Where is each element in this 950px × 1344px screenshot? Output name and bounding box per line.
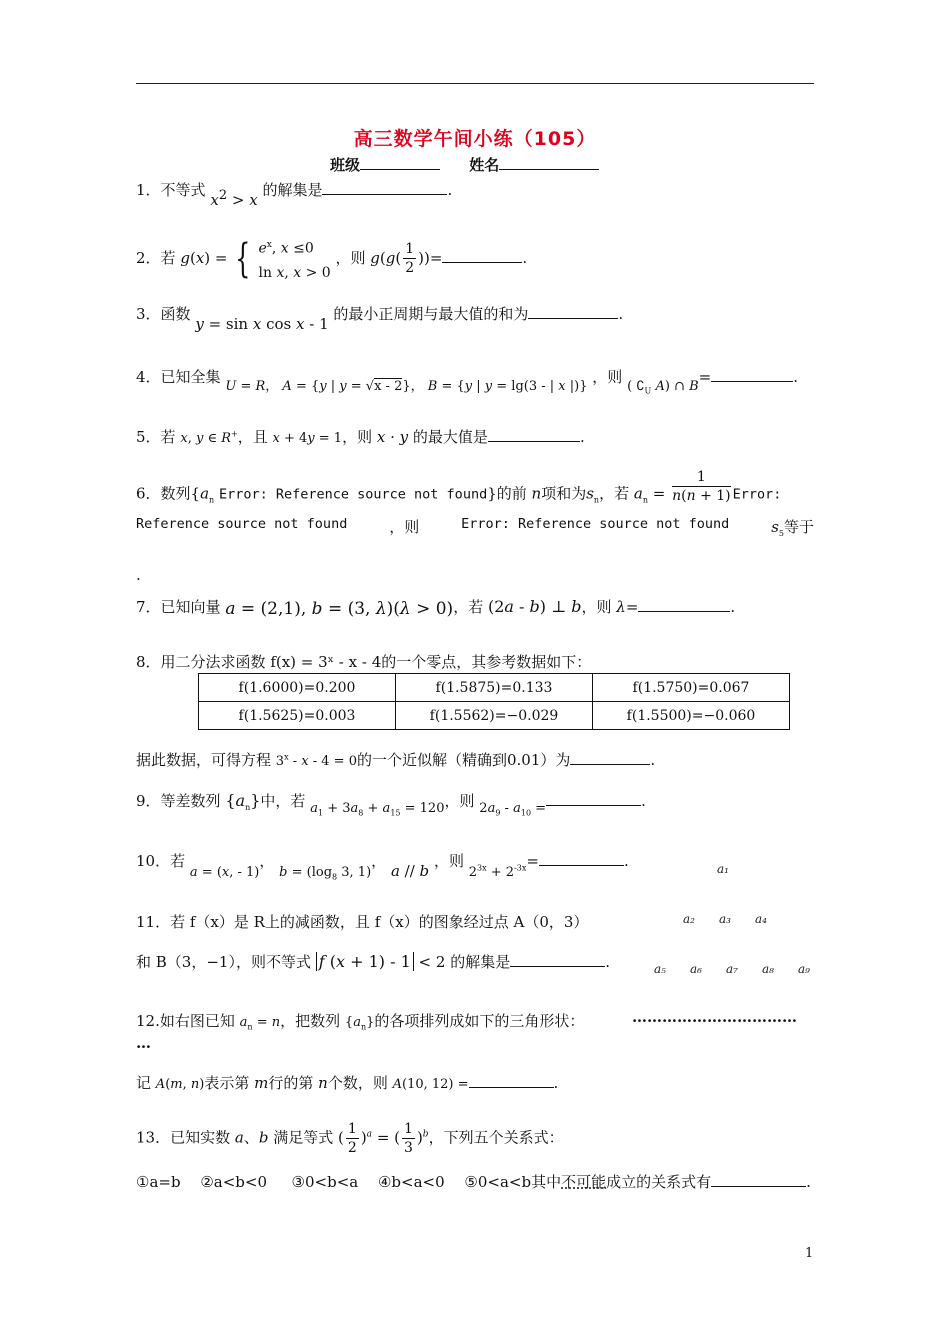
question-4: 4．已知全集 U = R， A = {y | y = √x - 2}， B = {y | y = lg(3 - | x |)} ，则 ( $∁_U$ A) ∩ B= .: [136, 368, 798, 396]
question-12-line3: 记 A(m, n)表示第 m行的第 n个数，则 A(10, 12) = .: [136, 1074, 559, 1092]
answer-blank-11[interactable]: [510, 951, 605, 967]
triangle-term: a₈: [762, 962, 774, 976]
answer-blank-7[interactable]: [638, 596, 730, 612]
question-6: 6．数列{$a_n$ Error: Reference source not found}的前 n项和为$s_n$，若 $a_n$ = $\frac{1}{n(n + 1)}$ Error:: [136, 469, 782, 505]
name-label: 姓名: [469, 156, 500, 174]
answer-blank-13[interactable]: [711, 1171, 806, 1187]
triangle-term: a₅: [654, 962, 666, 976]
triangle-term: a₉: [798, 962, 810, 976]
header-rule: [136, 83, 814, 84]
page-number: 1: [805, 1246, 814, 1261]
emphasis-text: 不可能: [561, 1173, 607, 1191]
reference-data-table: [198, 673, 790, 730]
page-title: 高三数学午间小练（105）: [353, 128, 597, 150]
table-row: [199, 674, 790, 702]
answer-blank-4[interactable]: [711, 366, 793, 382]
question-2: 2．若 g(x) = { $e^x$, x ≤0 ln x, x > 0 ，则 g(g( $\frac{1}{2}$ ))= .: [136, 235, 528, 282]
class-label: 班级: [330, 156, 361, 174]
question-7: 7．已知向量 a = (2,1), b = (3, λ)(λ > 0)，若 (2a - b) ⊥ b，则 λ= .: [136, 597, 736, 619]
question-8-after: 据此数据，可得方程 3$^x$ - x - 4 = 0的一个近似解（精确到0.01）为 .: [136, 751, 656, 769]
triangle-dots-continued: …: [136, 1034, 151, 1052]
table-cell: f(1.5500)=−0.060: [593, 702, 790, 730]
answer-blank-3[interactable]: [528, 303, 618, 319]
question-10: 10．若 a = (x, - 1)， $b = (\log_8$ 3, 1)， a // b ，则 $2^{3x} + 2^{-3x}=$ .: [136, 852, 629, 882]
question-12: 12.如右图已知 $a_n = n$，把数列 $\{a_n\}$的各项排列成如下的三角形状：: [136, 1012, 585, 1032]
question-9: 9．等差数列 $\{a_n\}$中，若 $a_1 + 3a_8 + a_{15} = 120$，则 $2a_9 - a_{10}$ = .: [136, 791, 646, 818]
triangle-dots: ……………………………: [632, 1008, 797, 1026]
triangle-term: a₄: [755, 912, 767, 926]
table-cell: f(1.5625)=0.003: [199, 702, 396, 730]
triangle-term: a₆: [690, 962, 702, 976]
table-cell: f(1.5875)=0.133: [396, 674, 593, 702]
class-field[interactable]: [360, 154, 440, 170]
answer-blank-9[interactable]: [546, 790, 641, 806]
triangle-term: a₇: [726, 962, 738, 976]
question-6-line3: .: [136, 566, 141, 584]
table-cell: f(1.6000)=0.200: [199, 674, 396, 702]
table-row: [199, 702, 790, 730]
question-13: 13．已知实数 a、b 满足等式 ( $\frac{1}{2}$ )$^a$ = ( $\frac{1}{3}$ )$^b$，下列五个关系式：: [136, 1121, 564, 1156]
question-8: 8．用二分法求函数 f(x) = 3ˣ - x - 4的一个零点，其参考数据如下：: [136, 653, 592, 671]
triangle-term: a₂: [683, 912, 695, 926]
answer-blank-8[interactable]: [570, 749, 650, 765]
answer-blank-10[interactable]: [539, 850, 624, 866]
table-cell: f(1.5562)=−0.029: [396, 702, 593, 730]
triangle-term: a₁: [717, 862, 729, 876]
triangle-term: a₃: [719, 912, 731, 926]
name-field[interactable]: [499, 154, 599, 170]
question-1: 1．不等式 $x^2 > x$ 的解集是 .: [136, 181, 453, 209]
answer-blank-2[interactable]: [442, 247, 522, 263]
student-info: [330, 154, 623, 175]
question-11-line2: 和 B（3，−1），则不等式 f (x + 1) - 1 < 2 的解集是 .: [136, 952, 610, 971]
question-6-line2: Reference source not found ，则 Error: Reference source not found $s_5$等于: [136, 516, 814, 538]
question-13-options: ①a=b ②a<b<0 ③0<b<a ④b<a<0 ⑤0<a<b其中不可能成立的关系式有 .: [136, 1173, 811, 1191]
answer-blank-1[interactable]: [322, 179, 447, 195]
question-5: 5．若 x, y ∈ R+，且 x + 4y = 1，则 x · y 的最大值是 .: [136, 428, 585, 446]
answer-blank-5[interactable]: [488, 426, 580, 442]
question-3: 3．函数 y = sin x cos x - 1 的最小正周期与最大值的和为 .: [136, 305, 624, 333]
question-11: 11．若 f（x）是 R上的减函数，且 f（x）的图象经过点 A（0，3）: [136, 913, 589, 931]
relation-options: ①a=b ②a<b<0 ③0<b<a ④b<a<0 ⑤0<a<b: [136, 1173, 532, 1191]
answer-blank-12[interactable]: [469, 1072, 554, 1088]
table-cell: f(1.5750)=0.067: [593, 674, 790, 702]
